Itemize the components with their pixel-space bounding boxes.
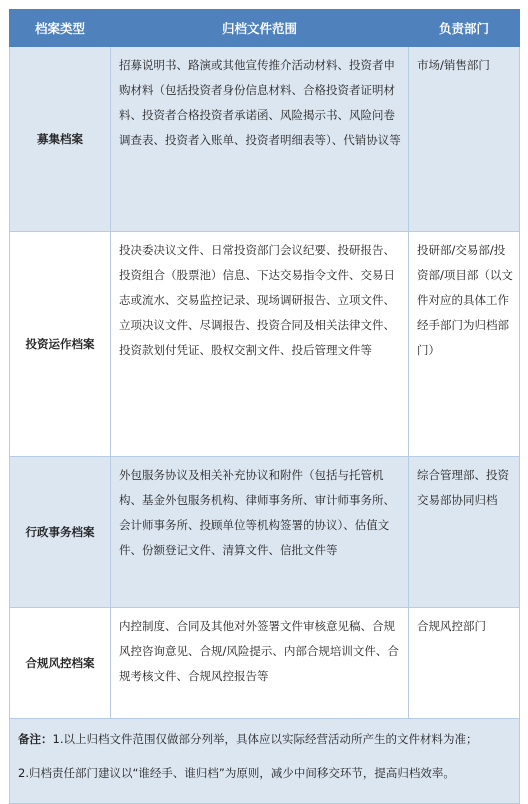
archive-type-cell: 行政事务档案 [10,457,111,608]
note-text-2: 2.归档责任部门建议以“谁经手、谁归档”为原则，减少中间移交环节，提高归档效率。 [18,766,455,780]
archive-type-cell: 募集档案 [10,47,111,232]
responsible-dept-cell: 投研部/交易部/投资部/项目部（以文件对应的具体工作经手部门为归档部门） [409,232,520,457]
archive-type-cell: 合规风控档案 [10,608,111,719]
archive-scope-cell: 内控制度、合同及其他对外签署文件审核意见稿、合规风控咨询意见、合规/风险提示、内部合规培训文件、合规考核文件、合规风控报告等 [111,608,409,719]
note-text-1: 1.以上归档文件范围仅做部分列举，具体应以实际经营活动所产生的文件材料为准； [52,732,478,746]
note-cell [10,719,520,804]
header-archive-scope: 归档文件范围 [111,10,409,47]
table-row [10,47,520,232]
header-archive-type: 档案类型 [10,10,111,47]
archive-scope-cell: 招募说明书、路演或其他宣传推介活动材料、投资者申购材料（包括投资者身份信息材料、合格投资者证明材料、投资者合格投资者承诺函、风险揭示书、风险问卷调查表、投资者入账单、投资者明细表等）、代销协议等 [111,47,409,232]
archive-table-container [9,9,519,804]
note-line-1 [18,729,511,749]
table-row [10,457,520,608]
table-row [10,608,520,719]
table-header-row [10,10,520,47]
table-row [10,232,520,457]
responsible-dept-cell: 合规风控部门 [409,608,520,719]
note-row [10,719,520,804]
header-responsible-dept: 负责部门 [409,10,520,47]
archive-table [9,9,520,804]
archive-scope-cell: 投决委决议文件、日常投资部门会议纪要、投研报告、投资组合（股票池）信息、下达交易指令文件、交易日志或流水、交易监控记录、现场调研报告、立项文件、立项决议文件、尽调报告、投资合同及相关法律文件、投资款划付凭证、股权交割文件、投后管理文件等 [111,232,409,457]
responsible-dept-cell: 综合管理部、投资交易部协同归档 [409,457,520,608]
archive-type-cell: 投资运作档案 [10,232,111,457]
archive-scope-cell: 外包服务协议及相关补充协议和附件（包括与托管机构、基金外包服务机构、律师事务所、审计师事务所、会计师事务所、投顾单位等机构签署的协议）、估值文件、份额登记文件、清算文件、信批文件等 [111,457,409,608]
responsible-dept-cell: 市场/销售部门 [409,47,520,232]
note-label: 备注： [18,732,53,746]
